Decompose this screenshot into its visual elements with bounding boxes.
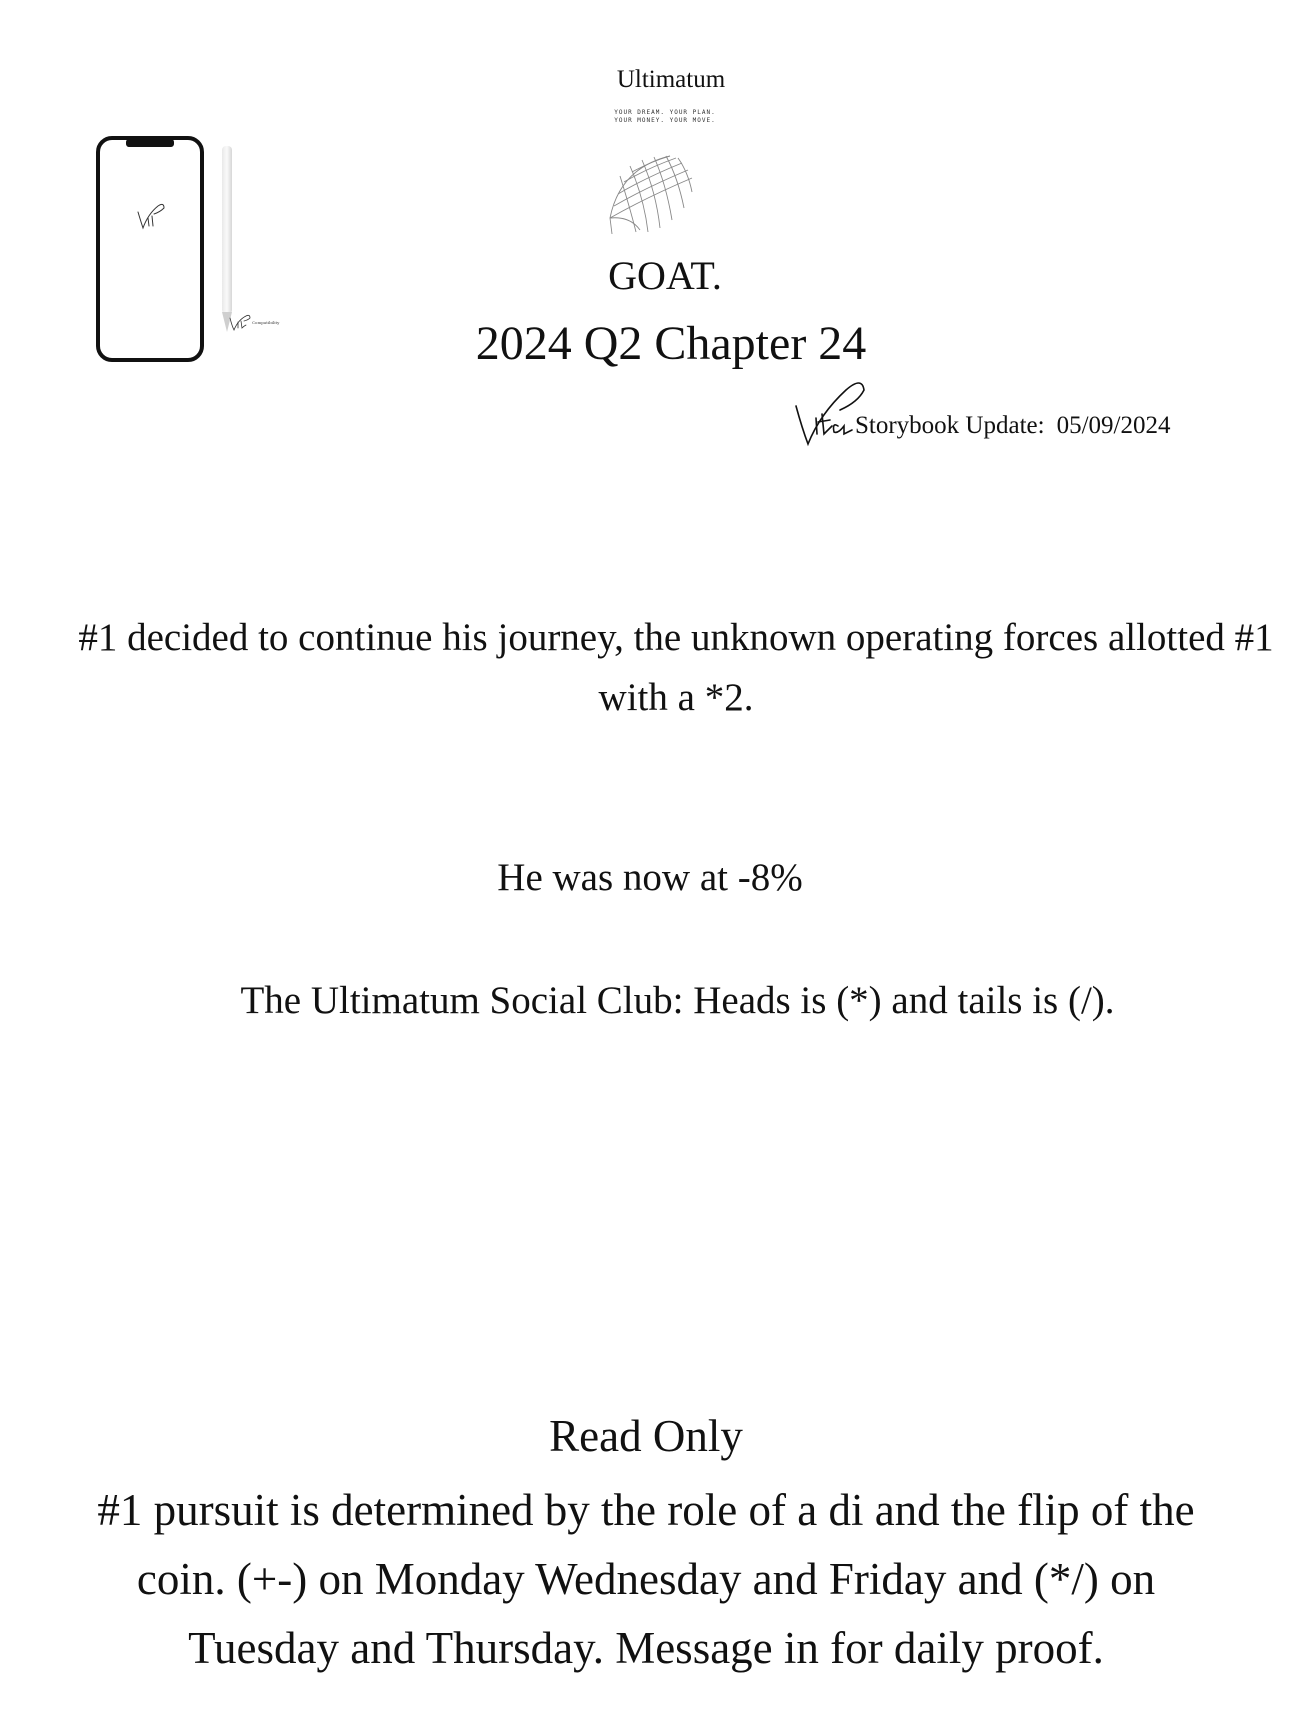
- story-paragraph-1: #1 decided to continue his journey, the unknown operating forces allotted #1 with a *2.: [78, 616, 1274, 719]
- brand-tagline: [600, 109, 730, 125]
- stylus-icon: [218, 144, 238, 334]
- read-only-body: #1 pursuit is determined by the role of a di and the flip of the coin. (+-) on Monday Wednesday and Friday and (*/) on Tuesday and Thursday. Message in for daily proof.: [97, 1485, 1195, 1673]
- globe-icon: [600, 148, 700, 236]
- brand-name: Ultimatum: [616, 66, 726, 93]
- story-paragraph-2: He was now at -8%: [497, 856, 803, 899]
- brand-tagline-line1: YOUR DREAM. YOUR PLAN.: [614, 109, 716, 116]
- update-date: 05/09/2024: [1056, 412, 1171, 439]
- phone-mockup-icon: [96, 136, 204, 362]
- compatibility-caption: Compatibility: [252, 320, 280, 325]
- story-paragraph-3: The Ultimatum Social Club: Heads is (*) and tails is (/).: [240, 979, 1115, 1022]
- title-chapter: 2024 Q2 Chapter 24: [475, 317, 867, 370]
- vita-compatibility-mark: [228, 312, 288, 336]
- brand-tagline-line2: YOUR MONEY. YOUR MOVE.: [614, 117, 716, 124]
- update-label: Storybook Update:: [855, 412, 1045, 439]
- read-only-title: Read Only: [549, 1411, 743, 1461]
- title-goat: GOAT.: [608, 253, 722, 298]
- storybook-update: [855, 412, 1170, 440]
